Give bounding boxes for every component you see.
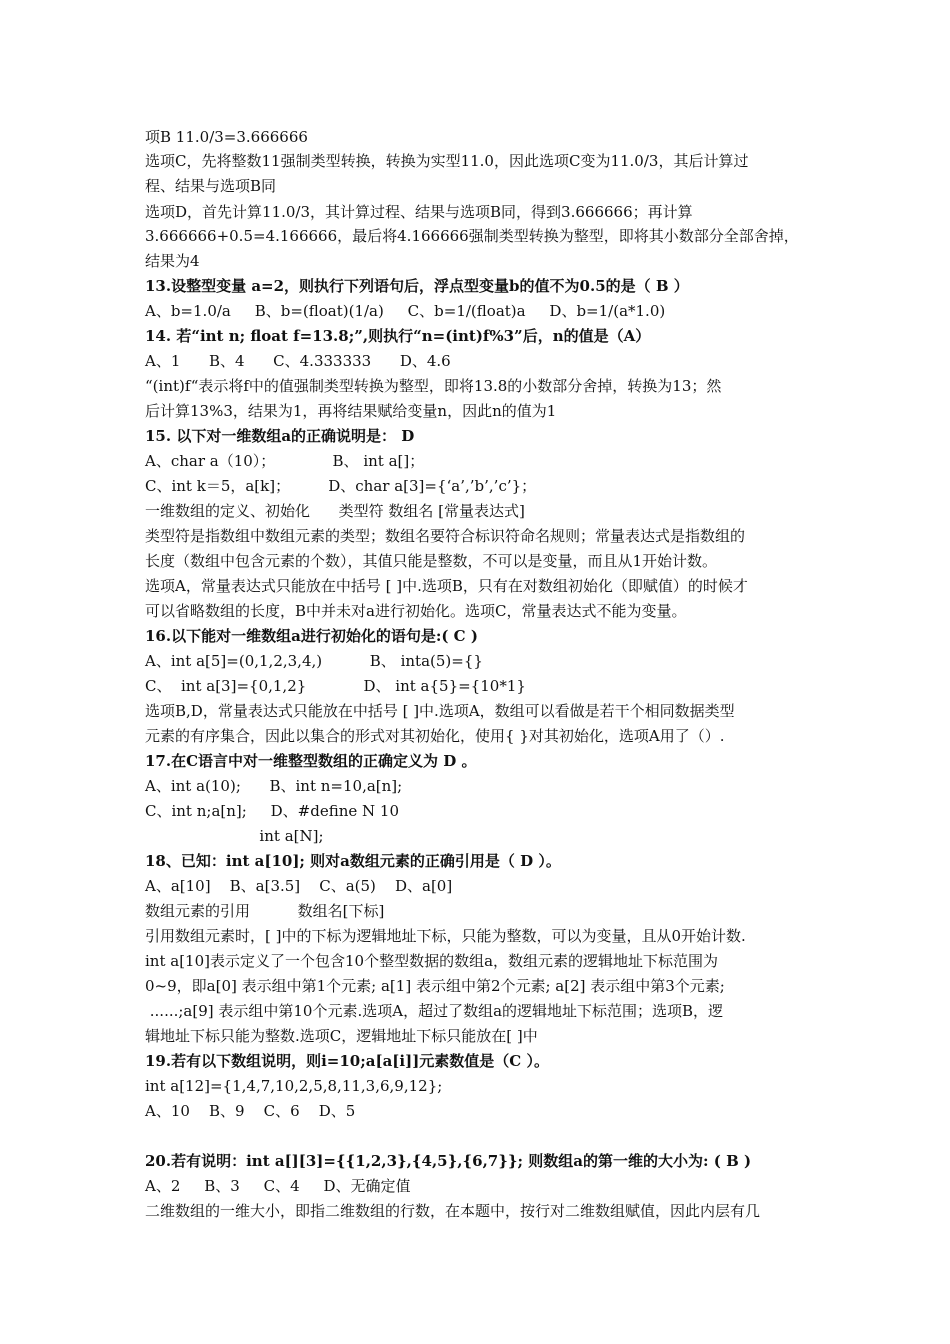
text-line: 3.666666+0.5=4.166666，最后将4.166666强制类型转换为整型，即将其小数部分全部舍掉， xyxy=(145,227,799,245)
text-line: 一维数组的定义、初始化 类型符 数组名 [常量表达式] xyxy=(145,502,525,520)
text-line: 类型符是指数组中数组元素的类型；数组名要符合标识符命名规则；常量表达式是指数组的 xyxy=(145,527,746,545)
options-18: A、a[10] B、a[3.5] C、a(5) D、a[0] xyxy=(145,877,453,895)
options-13: A、b=1.0/a B、b=(float)(1/a) C、b=1/(float)a D、b=1/(a*1.0) xyxy=(145,302,666,320)
text-line: 可以省略数组的长度，B中并未对a进行初始化。选项C，常量表达式不能为变量。 xyxy=(145,602,687,620)
text-line: 后计算13%3，结果为1，再将结果赋给变量n，因此n的值为1 xyxy=(145,402,557,420)
text-line: 选项B,D，常量表达式只能放在中括号 [ ]中.选项A，数组可以看做是若干个相同数据类型 xyxy=(145,702,735,720)
options-17b: C、int n;a[n]; D、#define N 10 xyxy=(145,802,400,820)
text-line: ......;a[9] 表示组中第10个元素.选项A，超过了数组a的逻辑地址下标范围；选项B，逻 xyxy=(145,1002,724,1020)
question-18: 18、已知：int a[10]; 则对a数组元素的正确引用是（ D ）。 xyxy=(145,852,561,870)
text-line: 辑地址下标只能为整数.选项C，逻辑地址下标只能放在[ ]中 xyxy=(145,1027,538,1045)
text-line: 项B 11.0/3=3.666666 xyxy=(145,128,308,146)
options-14: A、1 B、4 C、4.333333 D、4.6 xyxy=(145,352,451,370)
options-16a: A、int a[5]=(0,1,2,3,4,) B、 inta(5)={} xyxy=(145,652,483,670)
question-20: 20.若有说明：int a[][3]={{1,2,3},{4,5},{6,7}}; 则数组a的第一维的大小为: ( B ) xyxy=(145,1152,752,1170)
question-15: 15. 以下对一维数组a的正确说明是： D xyxy=(145,427,415,445)
question-14: 14. 若“int n; float f=13.8;”,则执行“n=(int)f%3”后，n的值是（A） xyxy=(145,327,651,345)
text-line: 数组元素的引用 数组名[下标] xyxy=(145,902,385,920)
options-15b: C、int k＝5，a[k]； D、char a[3]={‘a’,’b’,’c’}； xyxy=(145,477,537,495)
question-17: 17.在C语言中对一维整型数组的正确定义为 D 。 xyxy=(145,752,477,770)
text-line: 程、结果与选项B同 xyxy=(145,177,277,195)
options-19: A、10 B、9 C、6 D、5 xyxy=(145,1102,356,1120)
question-16: 16.以下能对一维数组a进行初始化的语句是:( C ) xyxy=(145,627,478,645)
text-line: 结果为4 xyxy=(145,252,200,270)
options-20: A、2 B、3 C、4 D、无确定值 xyxy=(145,1177,411,1195)
text-line: 引用数组元素时，[ ]中的下标为逻辑地址下标，只能为整数，可以为变量，且从0开始计数. xyxy=(145,927,746,945)
text-line: “(int)f“表示将f中的值强制类型转换为整型，即将13.8的小数部分舍掉，转换为13；然 xyxy=(145,377,722,395)
code-19: int a[12]={1,4,7,10,2,5,8,11,3,6,9,12}; xyxy=(145,1077,443,1095)
text-line: 选项D，首先计算11.0/3，其计算过程、结果与选项B同，得到3.666666；再计算 xyxy=(145,203,693,221)
options-17a: A、int a(10); B、int n=10,a[n]; xyxy=(145,777,403,795)
text-line: 选项C，先将整数11强制类型转换，转换为实型11.0，因此选项C变为11.0/3，其后计算过 xyxy=(145,152,749,170)
text-line: int a[10]表示定义了一个包含10个整型数据的数组a，数组元素的逻辑地址下标范围为 xyxy=(145,952,719,970)
options-16b: C、 int a[3]={0,1,2} D、 int a{5}={10*1} xyxy=(145,677,526,695)
text-line: 二维数组的一维大小，即指二维数组的行数，在本题中，按行对二维数组赋值，因此内层有几 xyxy=(145,1202,761,1220)
text-line: 元素的有序集合，因此以集合的形式对其初始化，使用{ }对其初始化，选项A用了（）. xyxy=(145,727,725,745)
options-17c: int a[N]; xyxy=(145,827,324,845)
text-line: 0~9，即a[0] 表示组中第1个元素; a[1] 表示组中第2个元素; a[2] 表示组中第3个元素; xyxy=(145,977,725,995)
question-19: 19.若有以下数组说明，则i=10;a[a[i]]元素数值是（C ）。 xyxy=(145,1052,549,1070)
text-line: 选项A，常量表达式只能放在中括号 [ ]中.选项B，只有在对数组初始化（即赋值）的时候才 xyxy=(145,577,748,595)
question-13: 13.设整型变量 a=2，则执行下列语句后，浮点型变量b的值不为0.5的是（ B ） xyxy=(145,277,689,295)
options-15a: A、char a（10）； B、 int a[]； xyxy=(145,452,425,470)
text-line: 长度（数组中包含元素的个数），其值只能是整数，不可以是变量，而且从1开始计数。 xyxy=(145,552,718,570)
